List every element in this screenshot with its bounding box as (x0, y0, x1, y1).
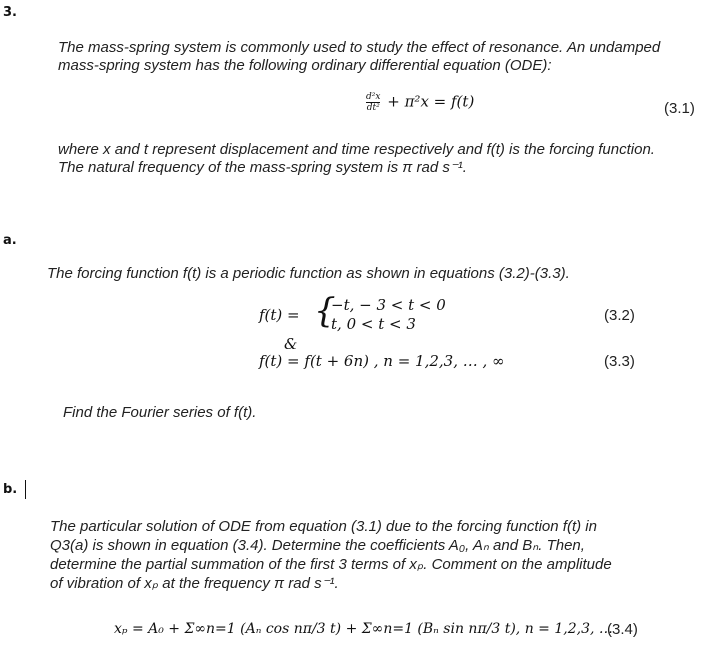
equation-3-1 (364, 92, 474, 113)
piecewise-case-2: t, 0 < t < 3 (331, 315, 416, 333)
where-line-2: The natural frequency of the mass-spring system is π rad s⁻¹. (58, 159, 467, 176)
ampersand: & (284, 335, 298, 353)
equation-number-3-3: (3.3) (604, 353, 635, 370)
derivative-fraction (366, 92, 380, 113)
equation-number-3-1: (3.1) (664, 100, 695, 117)
part-b-line-1: The particular solution of ODE from equation (3.1) due to the forcing function f(t) in (50, 518, 597, 535)
where-line-1: where x and t represent displacement and time respectively and f(t) is the forcing function. (58, 141, 655, 158)
text-cursor (25, 480, 26, 499)
equation-number-3-4: (3.4) (607, 621, 638, 638)
question-number: 3. (3, 5, 17, 20)
part-b-line-3: determine the partial summation of the first 3 terms of xₚ. Comment on the amplitude (50, 556, 612, 573)
piecewise-case-1: −t, − 3 < t < 0 (331, 296, 446, 314)
part-b-line-4: of vibration of xₚ at the frequency π rad s⁻¹. (50, 575, 339, 592)
equation-3-3: f(t) = f(t + 6n) , n = 1,2,3, … , ∞ (259, 352, 505, 370)
part-b-label: b. (3, 482, 18, 497)
equation-3-2-lhs: f(t) = (259, 306, 300, 324)
equation-3-4: xₚ = A₀ + Σ∞n=1 (Aₙ cos nπ/3 t) + Σ∞n=1 (Bₙ sin nπ/3 t), n = 1,2,3, … (114, 621, 613, 637)
derivative-numerator: d²x (366, 92, 381, 102)
part-a-task: Find the Fourier series of f(t). (63, 404, 257, 421)
derivative-denominator: dt² (366, 103, 380, 113)
part-a-text: The forcing function f(t) is a periodic function as shown in equations (3.2)-(3.3). (47, 265, 570, 282)
intro-line-1: The mass-spring system is commonly used to study the effect of resonance. An undamped (58, 39, 661, 56)
part-b-line-2: Q3(a) is shown in equation (3.4). Determine the coefficients A₀, Aₙ and Bₙ. Then, (50, 537, 585, 554)
equation-number-3-2: (3.2) (604, 307, 635, 324)
part-a-label: a. (3, 233, 17, 248)
equation-3-1-rest: + π²x = f(t) (387, 92, 475, 111)
piecewise-brace: { (314, 291, 336, 331)
intro-line-2: mass-spring system has the following ordinary differential equation (ODE): (58, 57, 552, 74)
